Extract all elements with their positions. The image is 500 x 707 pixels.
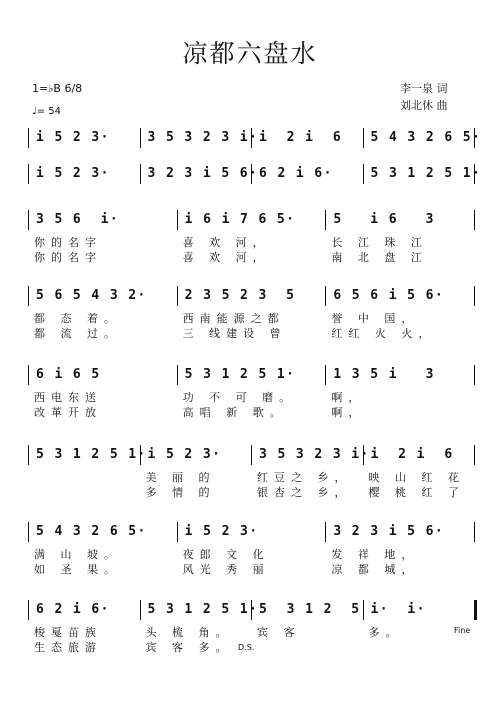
composer-credit: 刘北休 曲 (400, 99, 448, 112)
bar-line (140, 600, 141, 620)
lyric-text: 三 线建设 曾 (182, 327, 287, 340)
bar-line (140, 164, 141, 184)
lyric-text: 宾 客 多。 (145, 641, 233, 654)
lyric-text: 樱 桃 红 了 (368, 486, 465, 499)
lyric-text: 多 情 的 (145, 486, 216, 499)
bar-line (28, 164, 29, 184)
bar-line (363, 128, 364, 148)
lyric-text: 都 流 过。 (34, 327, 121, 340)
measure-notes: i 5 2 3· (36, 166, 110, 181)
lyric-text: 发 祥 地， (331, 548, 419, 561)
bar-line (325, 365, 326, 385)
measure-notes: i 5 2 3· (184, 524, 259, 539)
measure-notes: 5 3 1 2 5 1· (36, 447, 147, 462)
measure-notes: 6 2 i 6· (36, 602, 110, 617)
lyric-text: 高唱 新 歌。 (182, 406, 287, 419)
bar-line (363, 164, 364, 184)
lyric-text: 银杏之 乡， (257, 486, 352, 499)
lyric-text: 梭戛苗族 (34, 626, 102, 639)
measure-notes: 5 6 5 4 3 2· (36, 288, 147, 303)
bar-line (474, 600, 477, 620)
bar-line (140, 128, 141, 148)
lyric-text: 喜 欢 河， (182, 251, 270, 264)
ds-mark: D.S. (238, 643, 255, 652)
lyric-text: 宾 客 (257, 626, 301, 639)
lyric-text: 西电东送 (34, 391, 102, 404)
bar-line (177, 210, 178, 230)
bar-line (474, 286, 475, 306)
music-system (28, 286, 474, 338)
lyric-text: 誉 中 国， (331, 312, 419, 325)
lyric-text: 生态旅游 (34, 641, 102, 654)
measure-notes: i 5 2 3· (36, 130, 110, 145)
measure-notes: 5 3 1 2 5 1· (370, 166, 482, 181)
measure-notes: 3 5 6 i· (36, 212, 120, 227)
bar-line (474, 522, 475, 542)
lyric-text: 映 山 红 花 (368, 471, 465, 484)
page-title: 凉都六盘水 (182, 39, 318, 68)
bar-line (28, 210, 29, 230)
measure-notes: i· i· (370, 602, 426, 617)
fine-mark: Fine (454, 626, 471, 635)
measure-notes: 5 4 3 2 6 5· (370, 130, 482, 145)
lyricist-credit: 李一泉 词 (400, 82, 448, 95)
bar-line (28, 445, 29, 465)
bar-line (28, 522, 29, 542)
measure-notes: i 2 i 6 (370, 447, 454, 462)
bar-line (177, 522, 178, 542)
measure-notes: 5 i 6 3 (333, 212, 435, 227)
measure-notes: 3 2 3 i 5 6· (333, 524, 445, 539)
lyric-text: 喜 欢 河， (182, 236, 270, 249)
music-system (28, 365, 474, 417)
lyric-text: 西南能源之都 (182, 312, 285, 325)
bar-line (363, 600, 364, 620)
bar-line (177, 365, 178, 385)
measure-notes: 5 4 3 2 6 5· (36, 524, 147, 539)
measure-notes: 1 3 5 i 3 (333, 367, 435, 382)
bar-line (325, 522, 326, 542)
measure-notes: 3 5 3 2 3 i· (259, 447, 370, 462)
bar-line (474, 210, 475, 230)
tempo-marking: ♩= 54 (32, 106, 61, 117)
lyric-text: 你的名字 (34, 236, 102, 249)
lyric-text: 改革开放 (34, 406, 102, 419)
lyric-text: 都 态 着。 (34, 312, 121, 325)
music-system (28, 210, 474, 262)
key-signature: 1=♭B 6/8 (32, 82, 83, 95)
music-system (28, 522, 474, 574)
music-system (28, 164, 482, 216)
lyric-text: 头 梳 角。 (145, 626, 233, 639)
lyric-text: 啊， (331, 391, 366, 404)
bar-line (28, 365, 29, 385)
bar-line (325, 210, 326, 230)
bar-line (474, 365, 475, 385)
lyric-text: 你的名字 (34, 251, 102, 264)
bar-line (28, 128, 29, 148)
lyric-text: 啊， (331, 406, 366, 419)
bar-line (251, 445, 252, 465)
music-system (28, 445, 474, 497)
measure-notes: 5 3 1 2 5 1· (147, 602, 259, 617)
measure-notes: 3 2 3 i 5 6· (147, 166, 259, 181)
lyric-text: 南 北 盘 江 (331, 251, 428, 264)
measure-notes: 6 2 i 6· (259, 166, 333, 181)
measure-notes: 3 5 3 2 3 i· (147, 130, 259, 145)
measure-notes: 2 3 5 2 3 5 (184, 288, 296, 303)
lyric-text: 满 山 坡。 (34, 548, 121, 561)
lyric-text: 红红 火 火， (331, 327, 436, 340)
lyric-text: 夜郎 文 化 (182, 548, 270, 561)
measure-notes: i 2 i 6 (259, 130, 343, 145)
bar-line (28, 286, 29, 306)
lyric-text: 风光 秀 丽 (182, 563, 270, 576)
lyric-text: 美 丽 的 (145, 471, 216, 484)
lyric-text: 红豆之 乡， (257, 471, 352, 484)
measure-notes: i 5 2 3· (147, 447, 222, 462)
lyric-text: 多。 (368, 626, 403, 639)
bar-line (28, 600, 29, 620)
bar-line (177, 286, 178, 306)
measure-notes: 6 i 6 5 (36, 367, 101, 382)
measure-notes: 5 3 1 2 5 (259, 602, 361, 617)
lyric-text: 长 江 珠 江 (331, 236, 428, 249)
lyric-text: 凉 都 城， (331, 563, 419, 576)
lyric-text: 如 圣 果。 (34, 563, 121, 576)
lyric-text: 功 不 可 磨。 (182, 391, 297, 404)
bar-line (325, 286, 326, 306)
measure-notes: i 6 i 7 6 5· (184, 212, 296, 227)
measure-notes: 5 3 1 2 5 1· (184, 367, 296, 382)
measure-notes: 6 5 6 i 5 6· (333, 288, 445, 303)
bar-line (474, 445, 475, 465)
